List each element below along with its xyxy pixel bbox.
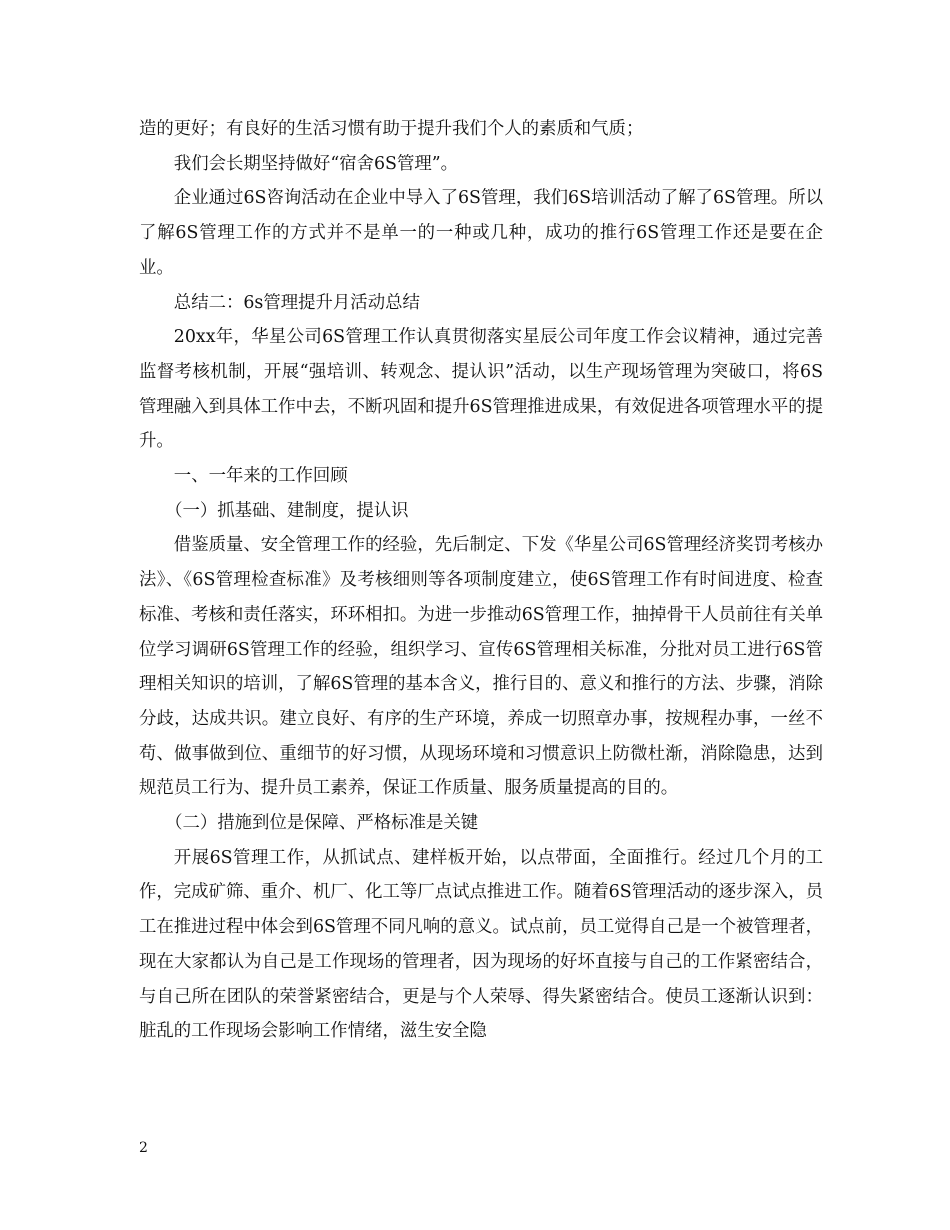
paragraph: 借鉴质量、安全管理工作的经验，先后制定、下发《华星公司6S管理经济奖罚考核办法》、《6S管理检查标准》及考核细则等各项制度建立，使6S管理工作有时间进度、检查标准、考核和责任落实，环环相扣。为进一步推动6S管理工作，抽掉骨干人员前往有关单位学习调研6S管理工作的经验，组织学习、宣传6S管理相关标准，分批对员工进行6S管理相关知识的培训，了解6S管理的基本含义，推行目的、意义和推行的方法、步骤，消除分歧，达成共识。建立良好、有序的生产环境，养成一切照章办事，按规程办事，一丝不苟、做事做到位、重细节的好习惯，从现场环境和习惯意识上防微杜渐，消除隐患，达到规范员工行为、提升员工素养，保证工作质量、服务质量提高的目的。 [139, 535, 823, 799]
paragraph: 企业通过6S咨询活动在企业中导入了6S管理，我们6S培训活动了解了6S管理。所以了解6S管理工作的方式并不是单一的一种或几种，成功的推行6S管理工作还是要在企业。 [139, 188, 823, 278]
paragraph: 开展6S管理工作，从抓试点、建样板开始，以点带面，全面推行。经过几个月的工作，完成矿筛、重介、机厂、化工等厂点试点推进工作。随着6S管理活动的逐步深入，员工在推进过程中体会到6S管理不同凡响的意义。试点前，员工觉得自己是一个被管理者，现在大家都认为自己是工作现场的管理者，因为现场的好坏直接与自己的工作紧密结合，与自己所在团队的荣誉紧密结合，更是与个人荣辱、得失紧密结合。使员工逐渐认识到：脏乱的工作现场会影响工作情绪，滋生安全隐 [139, 847, 823, 1042]
section-heading: 一、一年来的工作回顾 [173, 466, 348, 487]
section-heading: 总结二：6s管理提升月活动总结 [173, 292, 420, 313]
paragraph: 20xx年，华星公司6S管理工作认真贯彻落实星辰公司年度工作会议精神，通过完善监督考核机制，开展“强培训、转观念、提认识”活动，以生产现场管理为突破口，将6S管理融入到具体工作中去，不断巩固和提升6S管理推进成果，有效促进各项管理水平的提升。 [139, 327, 823, 452]
paragraph: 我们会长期坚持做好“宿舍6S管理”。 [173, 153, 459, 174]
subsection-heading: （一）抓基础、建制度，提认识 [165, 500, 409, 521]
paragraph-continuation: 造的更好；有良好的生活习惯有助于提升我们个人的素质和气质； [139, 119, 644, 139]
document-body [139, 112, 823, 1049]
subsection-heading: （二）措施到位是保障、严格标准是关键 [165, 813, 479, 834]
page-number: 2 [139, 1140, 148, 1156]
